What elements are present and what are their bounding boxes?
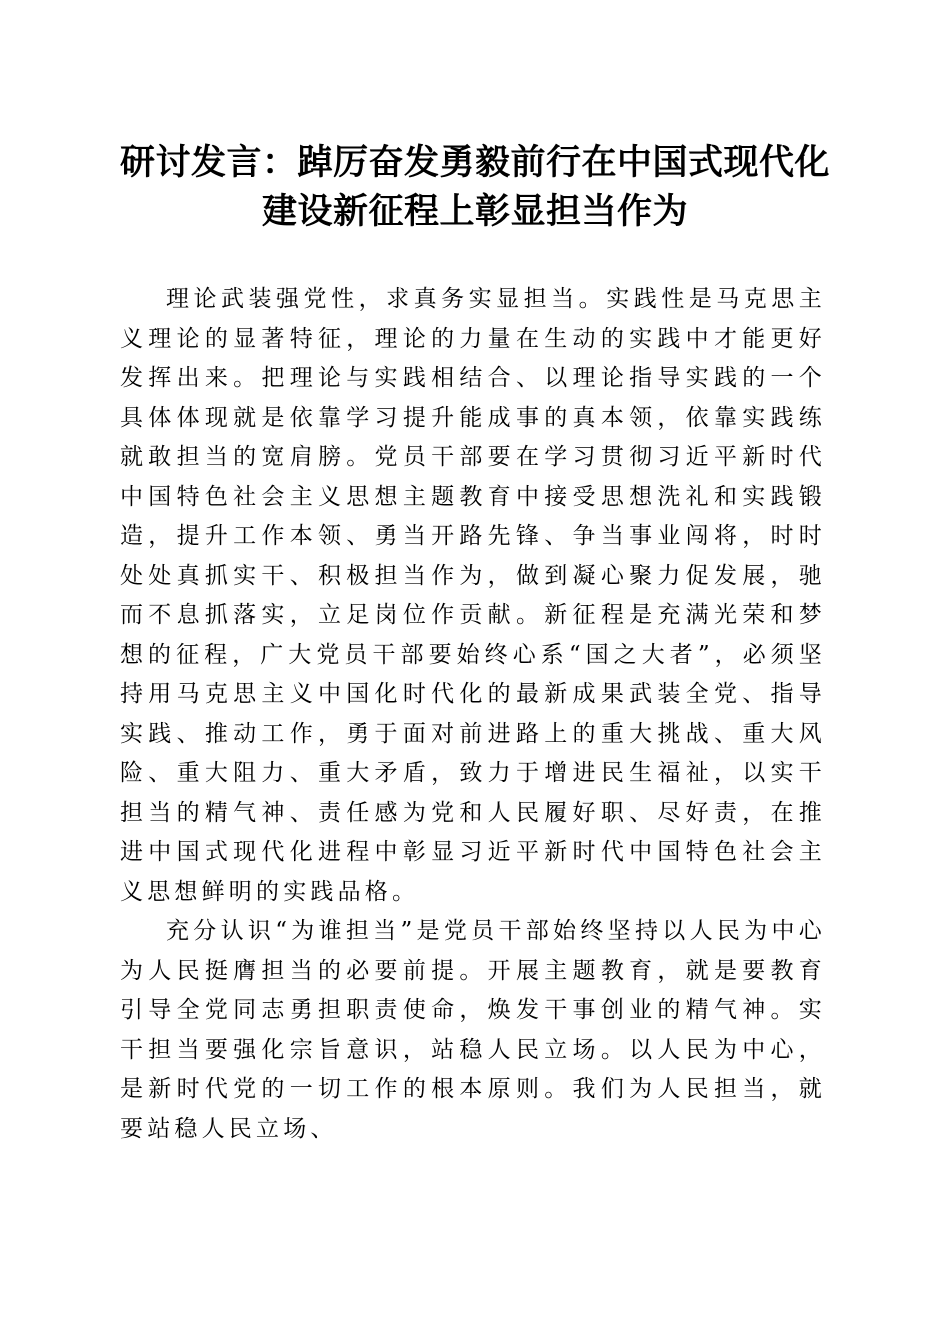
paragraph-1: 理论武装强党性，求真务实显担当。实践性是马克思主义理论的显著特征，理论的力量在生动的实践中才能更好发挥出来。把理论与实践相结合、以理论指导实践的一个具体体现就是依靠学习提升能成事的真本领，依靠实践练就敢担当的宽肩膀。党员干部要在学习贯彻习近平新时代中国特色社会主义思想主题教育中接受思想洗礼和实践锻造，提升工作本领、勇当开路先锋、争当事业闯将，时时处处真抓实干、积极担当作为，做到凝心聚力促发展，驰而不息抓落实，立足岗位作贡献。新征程是充满光荣和梦想的征程，广大党员干部要始终心系“国之大者”，必须坚持用马克思主义中国化时代化的最新成果武装全党、指导实践、推动工作，勇于面对前进路上的重大挑战、重大风险、重大阻力、重大矛盾，致力于增进民生福祉，以实干担当的精气神、责任感为党和人民履好职、尽好责，在推进中国式现代化进程中彰显习近平新时代中国特色社会主义思想鲜明的实践品格。 [120, 286, 826, 905]
document-body [120, 280, 826, 1149]
document-title [0, 138, 950, 236]
title-line-1: 研讨发言：踔厉奋发勇毅前行在中国式现代化 [119, 142, 830, 183]
paragraph-2: 充分认识“为谁担当”是党员干部始终坚持以人民为中心为人民挺膺担当的必要前提。开展主题教育，就是要教育引导全党同志勇担职责使命，焕发干事创业的精气神。实干担当要强化宗旨意识，站稳人民立场。以人民为中心，是新时代党的一切工作的根本原则。我们为人民担当，就要站稳人民立场、 [120, 918, 826, 1142]
title-line-2: 建设新征程上彰显担当作为 [261, 191, 688, 232]
